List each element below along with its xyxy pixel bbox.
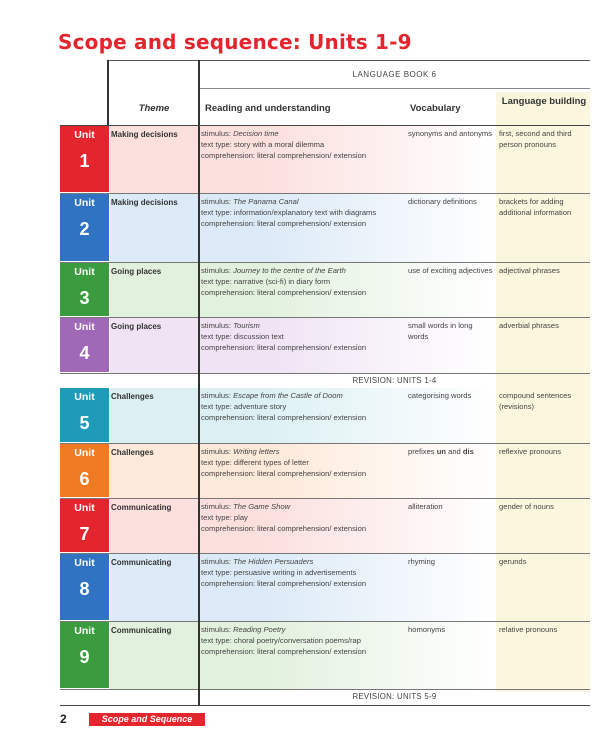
reading-cell [201,196,401,229]
reading-cell [201,128,401,161]
theme-cell: Going places [111,267,162,276]
reading-cell [201,320,401,353]
vocabulary-cell: homonyms [408,625,446,634]
vocabulary-text: prefixes [408,447,437,456]
stimulus-title: Writing letters [233,447,280,456]
vocabulary-text: and [445,447,463,456]
vocabulary-prefix: dis [462,447,474,456]
unit-label: Unit [74,266,95,278]
stimulus-line [201,501,401,512]
stimulus-title: The Panama Canal [233,197,299,206]
header-bottom-border [60,125,590,126]
unit-badge [60,126,109,192]
unit-label: Unit [74,321,95,333]
stimulus-label: stimulus: [201,625,234,634]
theme-cell: Communicating [111,558,172,567]
text-type-line: text type: adventure story [201,402,287,411]
stimulus-line [201,128,401,139]
vocabulary-cell: dictionary definitions [408,197,477,206]
reading-cell [201,624,401,657]
vocabulary-cell: alliteration [408,502,443,511]
comprehension-line: comprehension: literal comprehension/ extension [201,469,367,478]
book-header-divider [199,88,590,89]
footer-section-label: Scope and Sequence [89,713,205,726]
unit-number: 7 [79,524,90,544]
book-header: LANGUAGE BOOK 6 [352,70,437,79]
comprehension-line: comprehension: literal comprehension/ extension [201,343,367,352]
comprehension-line: comprehension: literal comprehension/ extension [201,579,367,588]
unit-number: 4 [79,343,90,363]
language-building-cell: relative pronouns [499,625,558,634]
unit-number: 3 [79,288,90,308]
stimulus-title: Journey to the centre of the Earth [233,266,346,275]
text-type-line: text type: persuasive writing in advertisements [201,568,357,577]
theme-cell: Making decisions [111,198,178,207]
reading-cell [201,556,401,589]
unit-number: 5 [79,413,90,433]
reading-cell [201,446,401,479]
unit-number: 9 [79,647,90,667]
vocabulary-cell: use of exciting adjectives [408,266,493,275]
unit-badge [60,263,109,316]
page-number: 2 [60,712,67,726]
stimulus-line [201,196,401,207]
stimulus-title: The Game Show [233,502,291,511]
text-type-line: text type: different types of letter [201,458,309,467]
stimulus-title: The Hidden Persuaders [233,557,314,566]
theme-cell: Communicating [111,626,172,635]
text-type-line: text type: choral poetry/conversation poems/rap [201,636,361,645]
text-type-line: text type: play [201,513,248,522]
revision-row-2: REVISION: UNITS 5-9 [352,692,437,701]
table-bottom-border [60,705,590,706]
vocabulary-prefix: un [436,447,446,456]
theme-column-header: Theme [138,103,170,114]
comprehension-line: comprehension: literal comprehension/ extension [201,524,367,533]
unit-number: 1 [79,151,90,171]
language-building-cell: gender of nouns [499,502,554,511]
page-title: Scope and sequence: Units 1-9 [58,30,412,54]
unit-badge [60,444,109,497]
vocabulary-cell: categorising words [408,391,472,400]
language-building-cell: brackets for adding additional information [499,197,572,217]
comprehension-line: comprehension: literal comprehension/ extension [201,151,367,160]
stimulus-label: stimulus: [201,557,234,566]
stimulus-title: Escape from the Castle of Doom [233,391,343,400]
unit-label: Unit [74,557,95,569]
reading-cell [201,265,401,298]
stimulus-line [201,320,401,331]
text-type-line: text type: story with a moral dilemma [201,140,325,149]
reading-cell [201,390,401,423]
stimulus-label: stimulus: [201,447,234,456]
vocabulary-cell: synonyms and antonyms [408,129,492,138]
comprehension-line: comprehension: literal comprehension/ extension [201,647,367,656]
stimulus-line [201,446,401,457]
language-building-cell: adverbial phrases [499,321,559,330]
stimulus-line [201,265,401,276]
stimulus-label: stimulus: [201,391,234,400]
stimulus-label: stimulus: [201,321,234,330]
stimulus-label: stimulus: [201,502,234,511]
reading-column-header: Reading and understanding [205,103,331,114]
text-type-line: text type: discussion text [201,332,284,341]
theme-left-border [107,60,109,126]
language-building-cell: first, second and third person pronouns [499,129,572,149]
stimulus-label: stimulus: [201,197,234,206]
theme-cell: Challenges [111,392,154,401]
language-column-header: Language building [501,96,587,107]
unit-label: Unit [74,502,95,514]
unit-badge [60,622,109,688]
unit-number: 2 [79,219,90,239]
unit-badge [60,318,109,372]
stimulus-line [201,556,401,567]
vocabulary-cell: small words in long words [408,321,473,341]
unit-number: 8 [79,579,90,599]
reading-cell [201,501,401,534]
stimulus-title: Reading Poetry [233,625,286,634]
unit-label: Unit [74,197,95,209]
unit-badge [60,499,109,552]
theme-cell: Making decisions [111,130,178,139]
stimulus-label: stimulus: [201,129,234,138]
text-type-line: text type: information/explanatory text with diagrams [201,208,377,217]
vocabulary-cell: rhyming [408,557,436,566]
revision-row-1: REVISION: UNITS 1-4 [352,376,437,385]
theme-cell: Communicating [111,503,172,512]
stimulus-line [201,390,401,401]
stimulus-line [201,624,401,635]
theme-cell: Challenges [111,448,154,457]
vocabulary-cell [408,446,494,457]
comprehension-line: comprehension: literal comprehension/ extension [201,413,367,422]
unit-badge [60,194,109,261]
stimulus-label: stimulus: [201,266,234,275]
language-building-cell: compound sentences (revisions) [499,391,572,411]
unit-label: Unit [74,129,95,141]
comprehension-line: comprehension: literal comprehension/ extension [201,288,367,297]
language-building-cell: adjectival phrases [499,266,560,275]
theme-cell: Going places [111,322,162,331]
comprehension-line: comprehension: literal comprehension/ extension [201,219,367,228]
unit-label: Unit [74,447,95,459]
unit-number: 6 [79,469,90,489]
stimulus-title: Decision time [233,129,279,138]
language-building-cell: reflexive pronouns [499,447,562,456]
stimulus-title: Tourism [233,321,260,330]
unit-label: Unit [74,391,95,403]
text-type-line: text type: narrative (sci-fi) in diary form [201,277,331,286]
table-top-border [107,60,590,61]
unit-badge [60,388,109,442]
unit-badge [60,554,109,620]
vocabulary-column-header: Vocabulary [410,103,461,114]
unit-label: Unit [74,625,95,637]
language-building-cell: gerunds [499,557,527,566]
